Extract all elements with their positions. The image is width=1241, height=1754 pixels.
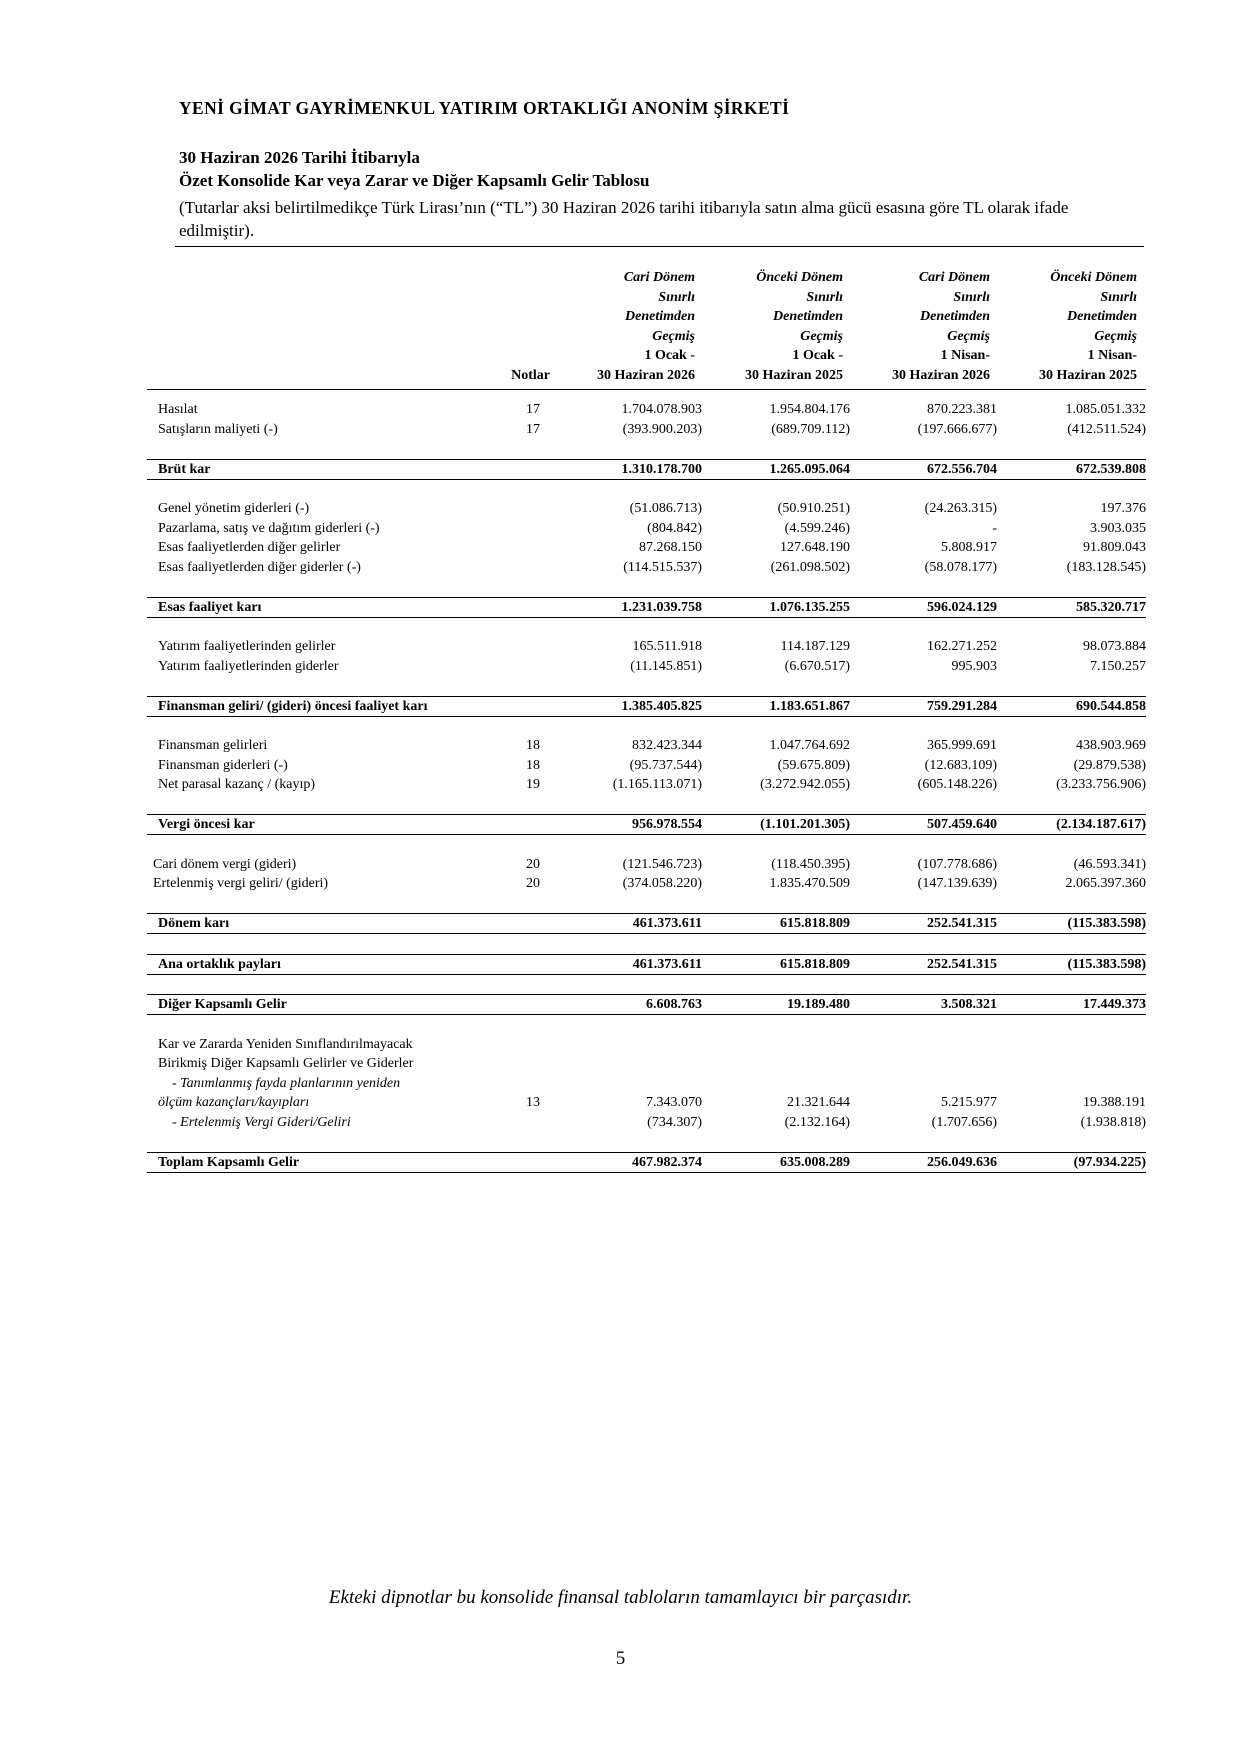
row-value-col1: 956.978.554 <box>552 815 702 835</box>
row-value-col1: 165.511.918 <box>632 639 702 654</box>
column-start-date: 1 Nisan- <box>940 348 990 363</box>
statement-date: 30 Haziran 2026 Tarihi İtibarıyla <box>179 148 420 167</box>
column-period-label: Cari Dönem <box>623 270 695 285</box>
row-label: ölçüm kazançları/kayıpları <box>158 1095 310 1110</box>
row-value-col1: (804.842) <box>647 520 702 536</box>
subtotal-row-finansman-oncesi <box>147 696 1146 716</box>
row-note-ref: 17 <box>526 402 540 417</box>
income-statement-table <box>147 400 1146 1173</box>
row-value-col4: 1.085.051.332 <box>1065 402 1146 417</box>
table-row-yatirim-gelir <box>147 637 1146 657</box>
row-value-col1: 1.310.178.700 <box>552 459 702 479</box>
row-value-col2: (118.450.395) <box>771 856 850 872</box>
row-value-col3 <box>850 1035 997 1055</box>
row-value-col4: 3.903.035 <box>1090 520 1146 536</box>
row-value-col4: 17.449.373 <box>997 995 1146 1015</box>
row-value-col4: 197.376 <box>1100 501 1146 516</box>
row-value-col3: 162.271.252 <box>927 639 997 654</box>
row-value-col3: (58.078.177) <box>924 559 997 575</box>
row-value-col3: 3.508.321 <box>850 995 997 1015</box>
table-row-net-parasal <box>147 775 1146 795</box>
column-header-prior-3m <box>997 268 1137 385</box>
row-value-col4: 19.388.191 <box>1083 1095 1146 1110</box>
table-row-genel-yonetim <box>147 499 1146 519</box>
column-end-date: 30 Haziran 2025 <box>745 367 843 383</box>
row-value-col1: 6.608.763 <box>552 995 702 1015</box>
row-value-col2: 1.047.764.692 <box>769 738 850 753</box>
row-value-col2: 1.835.470.509 <box>769 876 850 891</box>
row-spacer <box>147 835 1146 855</box>
row-value-col4: (183.128.545) <box>1066 559 1146 575</box>
statement-title: Özet Konsolide Kar veya Zarar ve Diğer Kapsamlı Gelir Tablosu <box>179 171 650 190</box>
row-label: Finansman giderleri (-) <box>158 757 288 773</box>
column-review-label: Geçmiş <box>1094 328 1137 344</box>
column-header-prior-6m <box>703 268 843 385</box>
row-value-col3: 252.541.315 <box>850 914 997 934</box>
subtotal-row-ana-ortaklik <box>147 954 1146 974</box>
row-value-col2: (2.132.164) <box>784 1114 850 1130</box>
row-note-ref: 17 <box>526 421 540 437</box>
column-review-label: Denetimden <box>920 309 990 324</box>
table-header-divider <box>147 389 1146 390</box>
row-value-col3: 507.459.640 <box>850 815 997 835</box>
subtotal-row-donem-kari <box>147 914 1146 934</box>
currency-note: (Tutarlar aksi belirtilmedikçe Türk Lirası’nın (“TL”) 30 Haziran 2026 tarihi itibarıyla satın alma gücü esasına göre TL olarak ifade edilmiştir). <box>179 198 1069 240</box>
subtotal-row-diger-kapsamli <box>147 995 1146 1015</box>
row-label: - Tanımlanmış fayda planlarının yeniden <box>172 1075 401 1091</box>
row-value-col2: (59.675.809) <box>777 757 850 773</box>
column-end-date: 30 Haziran 2026 <box>597 367 695 383</box>
column-period-label: Önceki Dönem <box>756 270 843 285</box>
column-period-label: Cari Dönem <box>918 270 990 285</box>
row-spacer <box>147 439 1146 459</box>
row-label: Toplam Kapsamlı Gelir <box>147 1152 492 1172</box>
row-note-ref <box>492 954 552 974</box>
row-value-col2: 615.818.809 <box>702 914 850 934</box>
row-note-ref <box>492 1035 552 1055</box>
table-row-siniflandirilmayacak-2 <box>147 1054 1146 1074</box>
row-value-col2: (4.599.246) <box>784 520 850 536</box>
row-value-col1: 1.704.078.903 <box>621 402 702 417</box>
row-value-col3: (24.263.315) <box>924 501 997 516</box>
row-value-col2 <box>702 1054 850 1074</box>
row-value-col3: 672.556.704 <box>850 459 997 479</box>
table-row-siniflandirilmayacak-1 <box>147 1035 1146 1055</box>
row-value-col2: (6.670.517) <box>784 658 850 674</box>
subtotal-row-toplam-kapsamli <box>147 1152 1146 1172</box>
row-value-col1: (121.546.723) <box>622 856 702 872</box>
row-label: Dönem karı <box>147 914 492 934</box>
row-value-col1: (734.307) <box>647 1114 702 1130</box>
row-value-col2: (1.101.201.305) <box>702 815 850 835</box>
row-value-col1: (51.086.713) <box>629 501 702 516</box>
column-start-date: 1 Ocak - <box>792 348 843 363</box>
row-value-col4: 672.539.808 <box>997 459 1146 479</box>
row-note-ref <box>492 657 552 677</box>
row-value-col4: 7.150.257 <box>1090 658 1146 674</box>
row-value-col1: 467.982.374 <box>552 1152 702 1172</box>
row-value-col3: (605.148.226) <box>917 777 997 792</box>
table-row-hasilat <box>147 400 1146 420</box>
row-value-col4: (97.934.225) <box>997 1152 1146 1172</box>
row-label: Pazarlama, satış ve dağıtım giderleri (-) <box>158 520 380 536</box>
row-value-col4: (29.879.538) <box>1073 757 1146 773</box>
row-value-col2: 615.818.809 <box>702 954 850 974</box>
column-review-label: Sınırlı <box>1100 289 1137 305</box>
row-value-col3 <box>850 1054 997 1074</box>
row-value-col3: (197.666.677) <box>917 421 997 437</box>
table-row-diger-giderler <box>147 558 1146 578</box>
row-note-ref <box>492 1054 552 1074</box>
column-review-label: Denetimden <box>625 309 695 324</box>
row-value-col1: 1.231.039.758 <box>552 597 702 617</box>
row-value-col1: (114.515.537) <box>623 559 702 575</box>
row-label: Cari dönem vergi (gideri) <box>153 856 297 872</box>
column-period-label: Önceki Dönem <box>1050 270 1137 285</box>
row-value-col4 <box>997 1074 1146 1094</box>
row-value-col1: (1.165.113.071) <box>612 777 702 792</box>
row-value-col4: (1.938.818) <box>1080 1114 1146 1130</box>
row-value-col4 <box>997 1054 1146 1074</box>
row-value-col1 <box>552 1054 702 1074</box>
column-review-label: Geçmiş <box>800 328 843 344</box>
row-label: Ertelenmiş vergi geliri/ (gideri) <box>153 876 329 891</box>
notes-column-header: Notlar <box>511 368 550 383</box>
column-end-date: 30 Haziran 2025 <box>1039 367 1137 383</box>
table-row-ertelenmis-vergi-gideri <box>147 1113 1146 1133</box>
row-value-col4: (46.593.341) <box>1073 856 1146 872</box>
row-label: Hasılat <box>158 402 198 417</box>
page-number: 5 <box>615 1648 626 1669</box>
row-note-ref: 20 <box>526 856 540 872</box>
table-row-diger-gelirler <box>147 538 1146 558</box>
row-value-col3: 252.541.315 <box>850 954 997 974</box>
row-note-ref <box>492 499 552 519</box>
row-label: Esas faaliyetlerden diğer gelirler <box>158 540 341 555</box>
row-value-col3: (12.683.109) <box>924 757 997 773</box>
row-value-col1 <box>552 1074 702 1094</box>
row-value-col2: 114.187.129 <box>780 639 850 654</box>
row-label: Satışların maliyeti (-) <box>158 421 278 437</box>
subtotal-row-vergi-oncesi <box>147 815 1146 835</box>
table-row-finansman-gider <box>147 756 1146 776</box>
row-value-col3: 5.808.917 <box>941 540 997 555</box>
column-review-label: Sınırlı <box>806 289 843 305</box>
table-row-yatirim-gider <box>147 657 1146 677</box>
column-review-label: Denetimden <box>1067 309 1137 324</box>
row-value-col4: (2.134.187.617) <box>997 815 1146 835</box>
row-value-col4: (115.383.598) <box>997 914 1146 934</box>
row-value-col4: 2.065.397.360 <box>1065 876 1146 891</box>
row-note-ref <box>492 637 552 657</box>
row-value-col1: 1.385.405.825 <box>552 696 702 716</box>
table-row-finansman-gelir <box>147 736 1146 756</box>
row-value-col3: 759.291.284 <box>850 696 997 716</box>
row-value-col3: 256.049.636 <box>850 1152 997 1172</box>
row-spacer <box>147 676 1146 696</box>
row-value-col3: 870.223.381 <box>927 402 997 417</box>
row-note-ref <box>492 519 552 539</box>
column-start-date: 1 Ocak - <box>644 348 695 363</box>
row-value-col2: (3.272.942.055) <box>760 777 850 792</box>
row-note-ref <box>492 1113 552 1133</box>
row-spacer <box>147 1132 1146 1152</box>
row-spacer <box>147 617 1146 637</box>
row-value-col2: 1.954.804.176 <box>769 402 850 417</box>
row-value-col1 <box>552 1035 702 1055</box>
column-header-current-3m <box>850 268 990 385</box>
row-value-col2: (689.709.112) <box>771 421 850 437</box>
row-label: Birikmiş Diğer Kapsamlı Gelirler ve Giderler <box>158 1056 414 1071</box>
row-value-col1: 87.268.150 <box>639 540 702 555</box>
row-value-col4: 438.903.969 <box>1076 738 1146 753</box>
row-value-col2: 21.321.644 <box>787 1095 850 1110</box>
row-value-col3: 995.903 <box>951 658 997 674</box>
column-header-current-6m <box>555 268 695 385</box>
row-label: Esas faaliyetlerden diğer giderler (-) <box>158 559 361 575</box>
subtotal-row-brut-kar <box>147 459 1146 479</box>
row-value-col4: 585.320.717 <box>997 597 1146 617</box>
row-label: Yatırım faaliyetlerinden giderler <box>158 658 339 674</box>
row-value-col4: 98.073.884 <box>1083 639 1146 654</box>
row-label: Ana ortaklık payları <box>147 954 492 974</box>
column-review-label: Sınırlı <box>658 289 695 305</box>
row-note-ref <box>492 1074 552 1094</box>
row-value-col4: 91.809.043 <box>1083 540 1146 555</box>
row-value-col2: (50.910.251) <box>777 501 850 516</box>
row-value-col1: (11.145.851) <box>630 658 702 674</box>
row-value-col2: 635.008.289 <box>702 1152 850 1172</box>
column-end-date: 30 Haziran 2026 <box>892 367 990 383</box>
table-row-ertelenmis-vergi <box>147 874 1146 894</box>
row-value-col4: (412.511.524) <box>1067 421 1146 437</box>
row-value-col3: (1.707.656) <box>931 1114 997 1130</box>
row-note-ref <box>492 538 552 558</box>
row-value-col3: 365.999.691 <box>927 738 997 753</box>
row-note-ref <box>492 914 552 934</box>
column-review-label: Geçmiş <box>652 328 695 344</box>
table-row-satis-maliyeti <box>147 420 1146 440</box>
row-spacer <box>147 934 1146 955</box>
column-review-label: Denetimden <box>773 309 843 324</box>
row-note-ref <box>492 815 552 835</box>
row-spacer <box>147 1015 1146 1035</box>
row-value-col3: (107.778.686) <box>917 856 997 872</box>
header-divider <box>175 246 1144 247</box>
row-value-col4: (115.383.598) <box>997 954 1146 974</box>
row-note-ref: 13 <box>526 1095 540 1110</box>
row-value-col3: (147.139.639) <box>917 876 997 891</box>
row-value-col1: (374.058.220) <box>622 876 702 891</box>
row-value-col1: 461.373.611 <box>552 954 702 974</box>
row-note-ref <box>492 1152 552 1172</box>
row-label: Diğer Kapsamlı Gelir <box>147 995 492 1015</box>
row-value-col3 <box>850 1074 997 1094</box>
table-row-cari-vergi <box>147 855 1146 875</box>
row-spacer <box>147 795 1146 815</box>
row-label: Esas faaliyet karı <box>147 597 492 617</box>
row-value-col2: (261.098.502) <box>770 559 850 575</box>
footer-note: Ekteki dipnotlar bu konsolide finansal tabloların tamamlayıcı bir parçasıdır. <box>328 1587 913 1608</box>
row-value-col2: 1.183.651.867 <box>702 696 850 716</box>
column-review-label: Sınırlı <box>953 289 990 305</box>
row-value-col4: (3.233.756.906) <box>1056 777 1146 792</box>
row-spacer <box>147 894 1146 914</box>
row-value-col1: 832.423.344 <box>632 738 702 753</box>
row-value-col3: 5.215.977 <box>941 1095 997 1110</box>
row-spacer <box>147 577 1146 597</box>
row-value-col1: 461.373.611 <box>552 914 702 934</box>
row-value-col2 <box>702 1035 850 1055</box>
row-spacer <box>147 479 1146 499</box>
table-row-tanimlanmis-1 <box>147 1074 1146 1094</box>
row-value-col1: 7.343.070 <box>646 1095 702 1110</box>
company-name: YENİ GİMAT GAYRİMENKUL YATIRIM ORTAKLIĞI ANONİM ŞİRKETİ <box>179 98 790 118</box>
row-note-ref <box>492 696 552 716</box>
column-start-date: 1 Nisan- <box>1087 348 1137 363</box>
row-value-col4: 690.544.858 <box>997 696 1146 716</box>
row-note-ref <box>492 995 552 1015</box>
row-label: Genel yönetim giderleri (-) <box>158 501 310 516</box>
row-note-ref: 19 <box>526 777 540 792</box>
row-value-col2: 1.076.135.255 <box>702 597 850 617</box>
row-value-col2 <box>702 1074 850 1094</box>
row-label: Brüt kar <box>147 459 492 479</box>
row-value-col2: 1.265.095.064 <box>702 459 850 479</box>
column-review-label: Geçmiş <box>947 328 990 344</box>
row-note-ref: 18 <box>526 757 540 773</box>
row-value-col2: 19.189.480 <box>702 995 850 1015</box>
row-note-ref <box>492 558 552 578</box>
subtotal-row-esas-faaliyet <box>147 597 1146 617</box>
row-note-ref: 18 <box>526 738 540 753</box>
table-row-pazarlama <box>147 519 1146 539</box>
row-label: Finansman gelirleri <box>158 738 268 753</box>
row-label: Vergi öncesi kar <box>147 815 492 835</box>
row-note-ref <box>492 459 552 479</box>
row-value-col4 <box>997 1035 1146 1055</box>
row-label: Kar ve Zararda Yeniden Sınıflandırılmayacak <box>158 1036 413 1052</box>
table-row-tanimlanmis-2 <box>147 1093 1146 1113</box>
row-note-ref: 20 <box>526 876 540 891</box>
row-value-col2: 127.648.190 <box>780 540 850 555</box>
row-spacer <box>147 716 1146 736</box>
row-note-ref <box>492 597 552 617</box>
row-label: Finansman geliri/ (gideri) öncesi faaliyet karı <box>147 696 492 716</box>
row-label: - Ertelenmiş Vergi Gideri/Geliri <box>172 1114 351 1130</box>
row-label: Net parasal kazanç / (kayıp) <box>158 777 316 792</box>
row-value-col1: (95.737.544) <box>629 757 702 773</box>
row-label: Yatırım faaliyetlerinden gelirler <box>158 639 336 654</box>
row-value-col3: - <box>992 520 997 536</box>
row-spacer <box>147 974 1146 995</box>
row-value-col3: 596.024.129 <box>850 597 997 617</box>
row-value-col1: (393.900.203) <box>622 421 702 437</box>
